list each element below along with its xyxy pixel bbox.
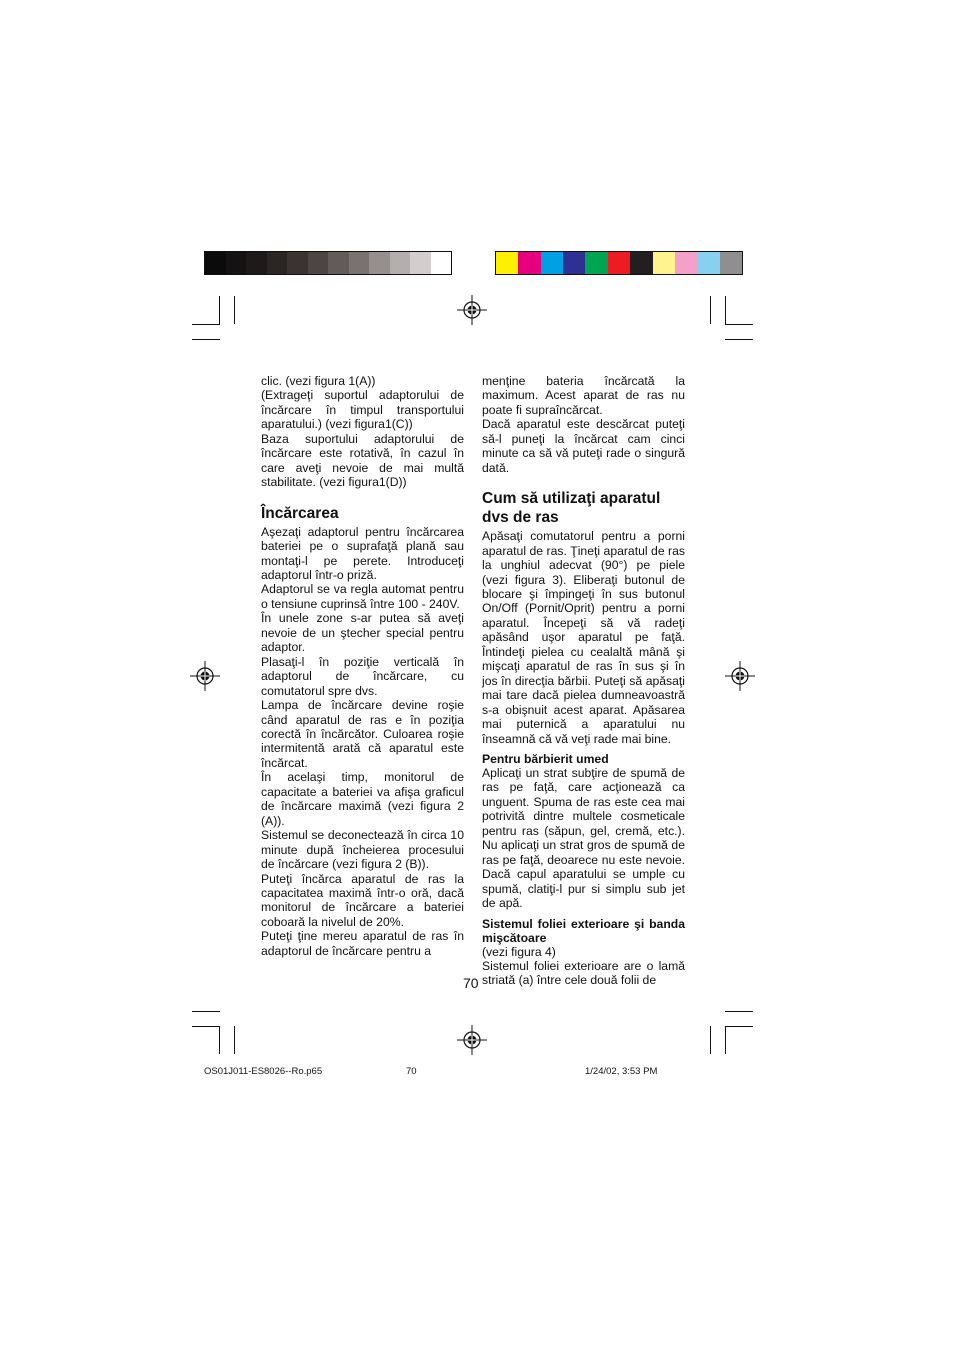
gray-swatch — [308, 252, 329, 274]
gray-swatch — [246, 252, 267, 274]
paragraph: În acelaşi timp, monitorul de capacitate a bateriei va afişa graficul de încărcare maximă (vezi figura 2 (A)). — [261, 770, 464, 828]
paragraph: Plasaţi-l în poziţie verticală în adaptorul de încărcare, cu comutatorul spre dvs. — [261, 654, 464, 698]
color-swatch — [608, 252, 630, 274]
gray-swatch — [287, 252, 308, 274]
paragraph: Aşezaţi adaptorul pentru încărcarea bateriei pe o suprafaţă plană sau montaţi-l pe perete. Introduceţi adaptorul într-o priză. — [261, 524, 464, 582]
gray-swatch — [431, 252, 452, 274]
left-column — [261, 374, 464, 958]
paragraph: (Extrageţi suportul adaptorului de încărcare în timpul transportului aparatului.) (vezi figura1(C)) — [261, 388, 464, 432]
color-swatch — [541, 252, 563, 274]
color-swatch — [563, 252, 585, 274]
crop-mark — [192, 1026, 220, 1027]
crop-mark — [725, 339, 753, 340]
footer-filename: OS01J011-ES8026--Ro.p65 — [204, 1066, 323, 1077]
crop-mark — [725, 324, 753, 325]
crop-mark — [710, 1026, 711, 1054]
gray-swatch — [226, 252, 247, 274]
gray-swatch — [205, 252, 226, 274]
color-swatch — [496, 252, 518, 274]
page-number: 70 — [463, 975, 479, 991]
paragraph: clic. (vezi figura 1(A)) — [261, 374, 376, 388]
paragraph: În unele zone s-ar putea să aveţi nevoie de un ştecher special pentru adaptor. — [261, 611, 464, 655]
crop-mark — [234, 296, 235, 324]
color-calibration-bar — [495, 251, 743, 275]
section-heading-usage: Cum să utilizaţi aparatul dvs de ras — [482, 490, 661, 527]
paragraph: Puteţi încărca aparatul de ras la capacitatea maximă într-o oră, dacă monitorul de încărcare a bateriei coboară la nivelul de 20%. — [261, 871, 464, 929]
crop-mark — [234, 1026, 235, 1054]
figure-reference: (vezi figura 4) — [482, 944, 556, 959]
color-swatch — [585, 252, 607, 274]
crop-mark — [725, 1011, 753, 1012]
color-swatch — [653, 252, 675, 274]
crop-mark — [192, 339, 220, 340]
color-swatch — [697, 252, 719, 274]
paragraph: Baza suportului adaptorului de încărcare este rotativă, în cazul în care aveţi nevoie de mai multă stabilitate. (vezi figura1(D)) — [261, 431, 464, 490]
paragraph: menţine bateria încărcată la maximum. Acest aparat de ras nu poate fi supraîncărcat. — [482, 374, 685, 417]
section-heading-charging: Încărcarea — [261, 504, 339, 522]
grayscale-calibration-bar — [204, 251, 452, 275]
registration-target-icon — [457, 1025, 487, 1055]
color-swatch — [518, 252, 540, 274]
footer-date: 1/24/02, 3:53 PM — [585, 1066, 658, 1077]
gray-swatch — [390, 252, 411, 274]
color-swatch — [720, 252, 742, 274]
gray-swatch — [267, 252, 288, 274]
gray-swatch — [410, 252, 431, 274]
paragraph: Apăsaţi comutatorul pentru a porni aparatul de ras. Ţineţi aparatul de ras la unghiul adecvat (90°) pe piele (vezi figura 3). Eliberaţi butonul de blocare şi împingeţi în sus butonul On/Off (Pornit/Oprit) pentru a porni aparatul. Începeţi să vă radeţi apăsând uşor aparatul pe faţă. Întindeţi pielea cu cealaltă mână şi mişcaţi aparatul de ras în sus şi în jos în direcţia bărbii. Puteţi să apăsaţi mai tare dacă pielea dumneavoastră s-a obişnuit acest aparat. Apăsarea mai puternică a aparatului nu înseamnă că vă veţi rade mai bine. — [482, 529, 685, 746]
subheading-foil-system: Sistemul foliei exterioare şi banda mişcătoare — [482, 916, 685, 945]
gray-swatch — [349, 252, 370, 274]
crop-mark — [192, 1011, 220, 1012]
crop-mark — [725, 1026, 753, 1027]
crop-mark — [710, 296, 711, 324]
crop-mark — [725, 1026, 726, 1054]
paragraph: Lampa de încărcare devine roşie când aparatul de ras e în poziţia corectă în încărcător. Culoarea roşie intermitentă arată că aparatul este încărcat. — [261, 698, 464, 770]
paragraph: Sistemul foliei exterioare are o lamă striată (a) între cele două folii de — [482, 958, 685, 988]
crop-mark — [192, 324, 220, 325]
gray-swatch — [369, 252, 390, 274]
registration-target-icon — [190, 661, 220, 691]
registration-target-icon — [725, 661, 755, 691]
footer-page: 70 — [406, 1066, 417, 1077]
paragraph: Sistemul se deconectează în circa 10 minute după încheierea procesului de încărcare (vezi figura 2 (B)). — [261, 828, 464, 872]
paragraph: Aplicaţi un strat subţire de spumă de ras pe faţă, care acţionează ca unguent. Spuma de ras este cea mai potrivită dintre multele cosmeticale pentru ras (săpun, gel, cremă, etc.). Nu aplicaţi un strat gros de spumă de ras pe faţă, deoarece nu este nevoie. Dacă capul aparatului se umple cu spumă, clatiţi-l pur si simplu sub jet de apă. — [482, 765, 685, 911]
paragraph: Dacă aparatul este descărcat puteţi să-l puneţi la încărcat cam cinci minute ca să vă puteţi rade o singură dată. — [482, 417, 685, 475]
color-swatch — [675, 252, 697, 274]
crop-mark — [219, 1026, 220, 1054]
paragraph: Adaptorul se va regla automat pentru o tensiune cuprinsă între 100 - 240V. — [261, 582, 464, 611]
paragraph: Puteţi ţine mereu aparatul de ras în adaptorul de încărcare pentru a — [261, 929, 464, 958]
color-swatch — [630, 252, 652, 274]
crop-mark — [219, 296, 220, 324]
gray-swatch — [328, 252, 349, 274]
registration-target-icon — [457, 295, 487, 325]
right-column — [482, 374, 685, 988]
subheading-wet-shave: Pentru bărbierit umed — [482, 751, 609, 766]
crop-mark — [725, 296, 726, 324]
